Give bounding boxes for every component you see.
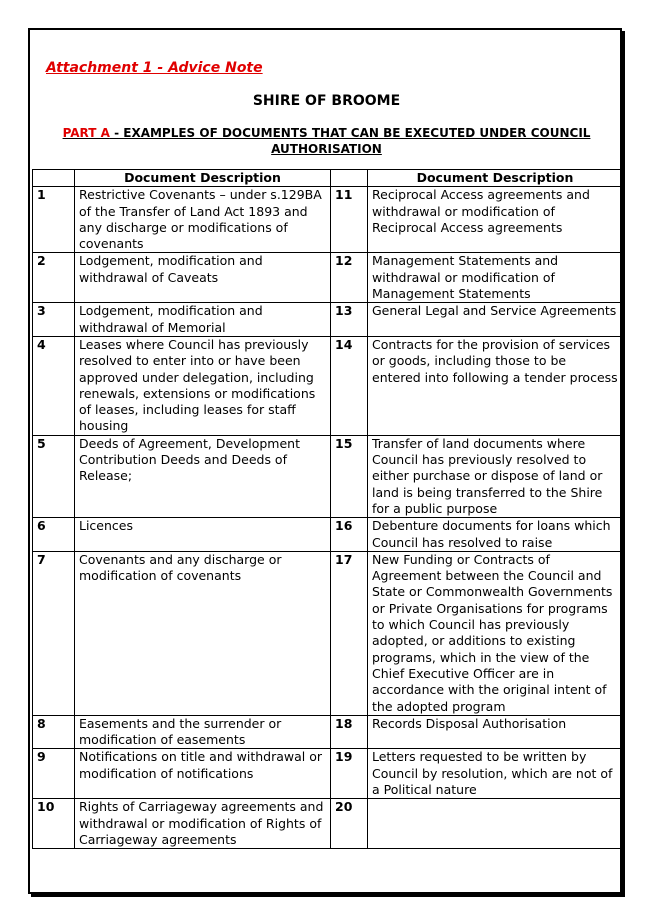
row-number-right: 14 (331, 336, 368, 435)
row-number-left: 3 (33, 303, 75, 337)
attachment-title: Attachment 1 - Advice Note (46, 60, 263, 76)
row-description-left: Licences (75, 518, 331, 552)
row-number-right: 19 (331, 749, 368, 799)
table-row (33, 749, 623, 799)
table-row (33, 253, 623, 303)
row-description-left: Deeds of Agreement, Development Contribution Deeds and Deeds of Release; (75, 435, 331, 517)
row-description-left: Easements and the surrender or modification of easements (75, 715, 331, 749)
row-description-right: New Funding or Contracts of Agreement between the Council and State or Commonwealth Governments or Private Organisations for programs to which Council has previously adopted, or additions to existing programs, which in the view of the Chief Executive Officer are in accordance with the original intent of the adopted program (368, 551, 623, 715)
header-number-left (33, 170, 75, 187)
row-number-left: 10 (33, 799, 75, 849)
row-description-right: Letters requested to be written by Council by resolution, which are not of a Political nature (368, 749, 623, 799)
row-description-right: Reciprocal Access agreements and withdrawal or modification of Reciprocal Access agreements (368, 187, 623, 253)
row-description-right: Transfer of land documents where Council has previously resolved to either purchase or dispose of land or land is being transferred to the Shire for a public purpose (368, 435, 623, 517)
row-description-right: Records Disposal Authorisation (368, 715, 623, 749)
row-number-right: 12 (331, 253, 368, 303)
row-number-left: 8 (33, 715, 75, 749)
row-number-right: 11 (331, 187, 368, 253)
table-row (33, 799, 623, 849)
row-description-right: General Legal and Service Agreements (368, 303, 623, 337)
header-description-left: Document Description (75, 170, 331, 187)
table-row (33, 715, 623, 749)
table-row (33, 303, 623, 337)
row-description-left: Lodgement, modification and withdrawal of Memorial (75, 303, 331, 337)
header-description-right: Document Description (368, 170, 623, 187)
row-number-left: 7 (33, 551, 75, 715)
table-row (33, 187, 623, 253)
row-number-right: 15 (331, 435, 368, 517)
row-description-left: Restrictive Covenants – under s.129BA of the Transfer of Land Act 1893 and any discharge or modifications of covenants (75, 187, 331, 253)
organisation-heading: SHIRE OF BROOME (252, 93, 401, 109)
row-description-left: Covenants and any discharge or modification of covenants (75, 551, 331, 715)
row-number-left: 9 (33, 749, 75, 799)
row-description-left: Lodgement, modification and withdrawal of Caveats (75, 253, 331, 303)
row-number-right: 16 (331, 518, 368, 552)
row-number-right: 17 (331, 551, 368, 715)
part-title: - EXAMPLES OF DOCUMENTS THAT CAN BE EXECUTED UNDER COUNCIL AUTHORISATION (109, 126, 591, 156)
row-description-left: Rights of Carriageway agreements and withdrawal or modification of Rights of Carriageway agreements (75, 799, 331, 849)
header-number-right (331, 170, 368, 187)
row-description-right: Debenture documents for loans which Council has resolved to raise (368, 518, 623, 552)
row-description-right: Contracts for the provision of services or goods, including those to be entered into following a tender process (368, 336, 623, 435)
row-number-right: 18 (331, 715, 368, 749)
row-number-right: 20 (331, 799, 368, 849)
row-number-left: 4 (33, 336, 75, 435)
row-description-right (368, 799, 623, 849)
part-heading (50, 125, 603, 157)
row-number-right: 13 (331, 303, 368, 337)
table-row (33, 518, 623, 552)
row-number-left: 5 (33, 435, 75, 517)
documents-table (32, 169, 623, 849)
row-description-left: Notifications on title and withdrawal or modification of notifications (75, 749, 331, 799)
table-row (33, 435, 623, 517)
row-description-left: Leases where Council has previously resolved to enter into or have been approved under delegation, including renewals, extensions or modifications of leases, including leases for staff housing (75, 336, 331, 435)
row-number-left: 1 (33, 187, 75, 253)
row-description-right: Management Statements and withdrawal or modification of Management Statements (368, 253, 623, 303)
table-row (33, 551, 623, 715)
table-row (33, 336, 623, 435)
row-number-left: 2 (33, 253, 75, 303)
row-number-left: 6 (33, 518, 75, 552)
part-label: PART A (62, 126, 110, 140)
